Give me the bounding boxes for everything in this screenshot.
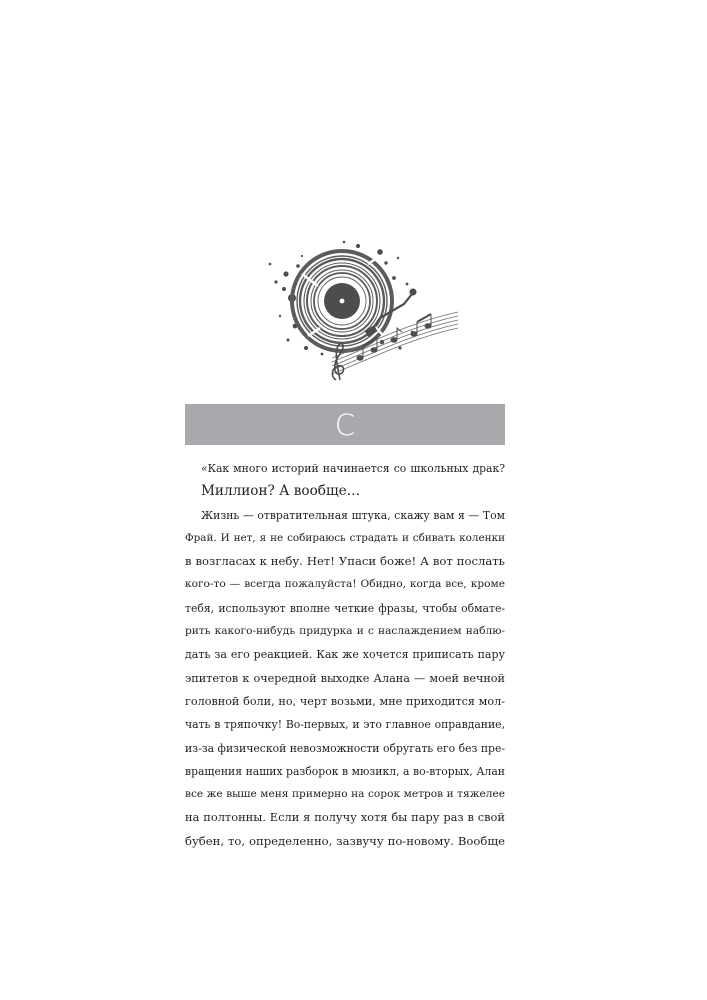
chapter-heading-band: [185, 404, 505, 445]
text-line: «Как много историй начинается со школьных драк?: [201, 462, 505, 475]
text-line: в возгласах к небу. Нет! Упаси боже! А вот послать: [185, 554, 505, 569]
text-line: Фрай. И нет, я не собираюсь страдать и сбивать коленки: [185, 531, 505, 544]
text-line: из-за физической невозможности обругать его без пре-: [185, 741, 505, 755]
text-line: Жизнь — отвратительная штука, скажу вам я — Том: [201, 508, 505, 522]
text-line: кого-то — всегда пожалуйста! Обидно, когда все, кроме: [185, 578, 505, 591]
text-line: дать за его реакцией. Как же хочется приписать пару: [185, 648, 505, 662]
paragraph-narration: [185, 504, 505, 853]
vinyl-record-ornament: [262, 236, 462, 381]
text-line: на полтонны. Если я получу хотя бы пару раз в свой: [185, 810, 505, 825]
text-line: тебя, используют вполне четкие фразы, чтобы обмате-: [185, 601, 505, 615]
text-line: Миллион? А вообще…: [201, 483, 361, 500]
text-line: эпитетов к очередной выходке Алана — моей вечной: [185, 671, 505, 685]
text-line: бубен, то, определенно, зазвучу по-новому. Вообще: [185, 833, 505, 848]
text-line: рить какого-нибудь придурка и с наслаждением наблю-: [185, 625, 505, 638]
text-line: вращения наших разборок в мюзикл, а во-вторых, Алан: [185, 764, 505, 778]
paragraph-opening-quote: [185, 457, 505, 504]
text-line: головной боли, но, черт возьми, мне приходится мол-: [185, 694, 505, 708]
text-line: все же выше меня примерно на сорок метров и тяжелее: [185, 788, 505, 801]
text-line: чать в тряпочку! Во-первых, и это главное оправдание,: [185, 718, 505, 732]
vinyl-record-with-music-notes-icon: [262, 236, 462, 381]
body-text: [185, 457, 505, 853]
chapter-initial-letter: С: [334, 407, 356, 442]
